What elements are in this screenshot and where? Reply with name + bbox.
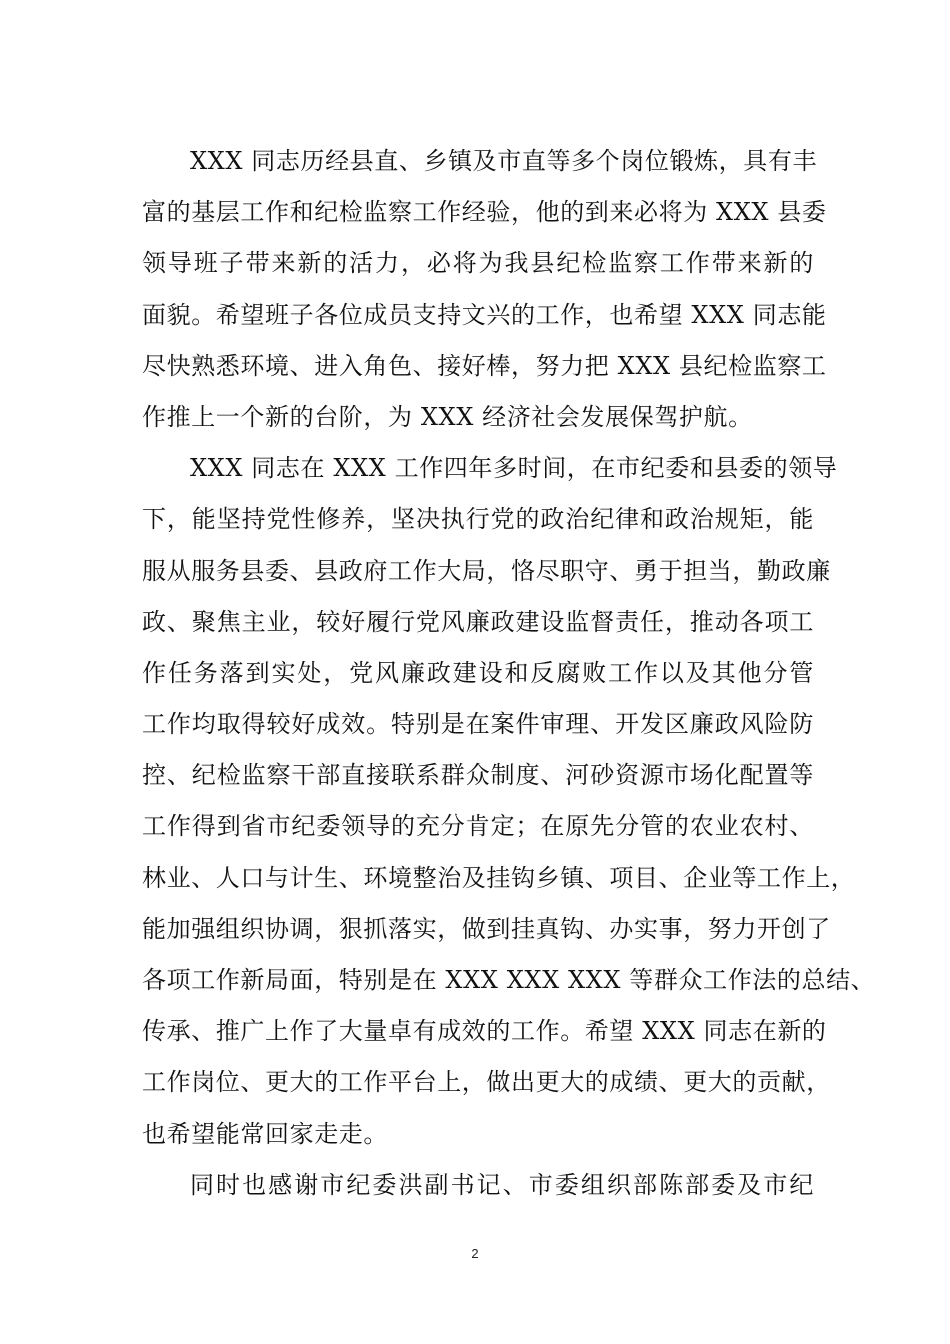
text-line: 传承、推广上作了大量卓有成效的工作。希望 XXX 同志在新的 <box>142 1017 827 1046</box>
text-line: 下，能坚持党性修养，坚决执行党的政治纪律和政治规矩，能 <box>142 505 814 534</box>
text-line: 林业、人口与计生、环境整治及挂钩乡镇、项目、企业等工作上， <box>142 863 856 892</box>
paragraph-2 <box>142 443 876 1160</box>
text-line: 工作岗位、更大的工作平台上，做出更大的成绩、更大的贡献， <box>142 1068 831 1097</box>
paragraph-1 <box>142 136 827 443</box>
text-line: 政、聚焦主业，较好履行党风廉政建设监督责任，推动各项工 <box>142 607 814 636</box>
text-line: XXX 同志在 XXX 工作四年多时间，在市纪委和县委的领导 <box>190 454 838 483</box>
paragraph-3 <box>142 1160 814 1211</box>
text-line: 同时也感谢市纪委洪副书记、市委组织部陈部委及市纪 <box>190 1170 814 1199</box>
text-line: 作推上一个新的台阶，为 XXX 经济社会发展保驾护航。 <box>142 402 753 431</box>
text-line: 面貌。希望班子各位成员支持文兴的工作，也希望 XXX 同志能 <box>142 300 827 329</box>
text-line: 工作得到省市纪委领导的充分肯定；在原先分管的农业农村、 <box>142 812 814 841</box>
body-text <box>142 136 876 1211</box>
text-line: 也希望能常回家走走。 <box>142 1119 388 1148</box>
text-line: 富的基层工作和纪检监察工作经验，他的到来必将为 XXX 县委 <box>142 198 827 227</box>
text-line: 尽快熟悉环境、进入角色、接好棒，努力把 XXX 县纪检监察工 <box>142 351 827 380</box>
text-line: 作任务落到实处，党风廉政建设和反腐败工作以及其他分管 <box>142 658 814 687</box>
text-line: XXX 同志历经县直、乡镇及市直等多个岗位锻炼，具有丰 <box>190 147 818 175</box>
text-line: 各项工作新局面，特别是在 XXX XXX XXX 等群众工作法的总结、 <box>142 966 876 994</box>
text-line: 能加强组织协调，狠抓落实，做到挂真钩、办实事，努力开创了 <box>142 914 831 943</box>
text-line: 工作均取得较好成效。特别是在案件审理、开发区廉政风险防 <box>142 710 814 739</box>
text-line: 控、纪检监察干部直接联系群众制度、河砂资源市场化配置等 <box>142 761 814 790</box>
text-line: 服从服务县委、县政府工作大局，恪尽职守、勇于担当，勤政廉 <box>142 556 831 585</box>
text-line: 领导班子带来新的活力，必将为我县纪检监察工作带来新的 <box>142 249 814 278</box>
page-number: 2 <box>471 1246 479 1261</box>
